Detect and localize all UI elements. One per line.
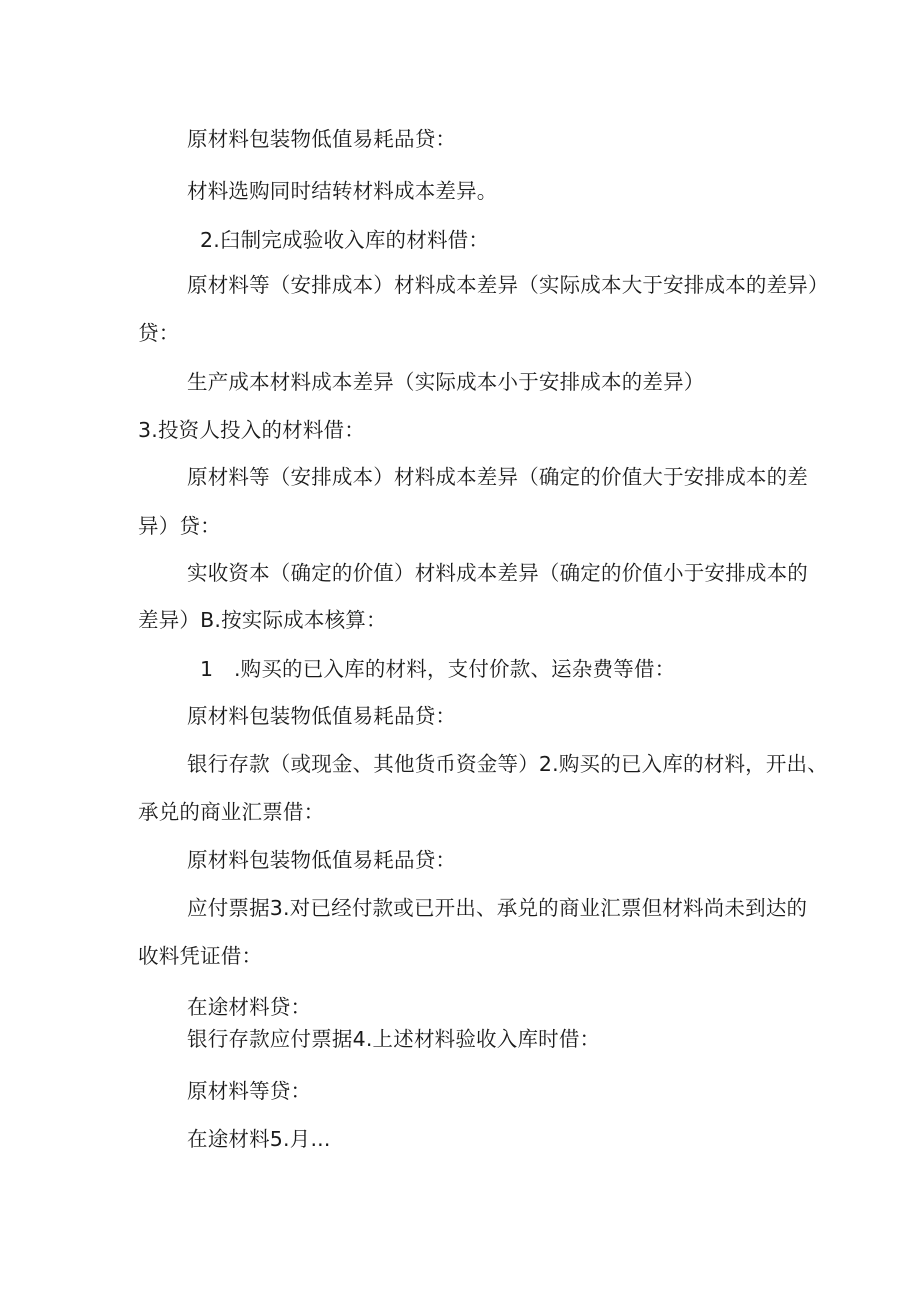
text-line: 银行存款应付票据4.上述材料验收入库时借：	[187, 1027, 601, 1051]
text-line: 承兑的商业汇票借：	[138, 800, 325, 824]
text-line: 在途材料5.月...	[187, 1127, 331, 1151]
text-line: 异）贷：	[138, 514, 221, 538]
text-line: 银行存款（或现金、其他货币资金等）2.购买的已入库的材料，开出、	[187, 752, 828, 776]
text-line: 原材料包装物低值易耗品贷：	[187, 127, 457, 151]
text-line: 原材料包装物低值易耗品贷：	[187, 704, 457, 728]
text-line: 生产成本材料成本差异（实际成本小于安排成本的差异）	[187, 370, 705, 394]
text-line: 差异）B.按实际成本核算：	[138, 608, 387, 632]
text-line: 贷：	[138, 321, 180, 345]
text-line: 3.投资人投入的材料借：	[138, 418, 365, 442]
text-line: 材料选购同时结转材料成本差异。	[187, 179, 498, 203]
text-line: 在途材料贷：	[187, 995, 312, 1019]
text-line: 实收资本（确定的价值）材料成本差异（确定的价值小于安排成本的	[187, 561, 808, 585]
text-line: 应付票据3.对已经付款或已开出、承兑的商业汇票但材料尚未到达的	[187, 896, 808, 920]
text-line: 2.臼制完成验收入库的材料借：	[200, 228, 490, 252]
text-line: 1 .购买的已入库的材料，支付价款、运杂费等借：	[200, 657, 676, 681]
text-line: 原材料等贷：	[187, 1079, 312, 1103]
text-line: 原材料包装物低值易耗品贷：	[187, 848, 457, 872]
text-line: 原材料等（安排成本）材料成本差异（确定的价值大于安排成本的差	[187, 465, 808, 489]
text-line: 原材料等（安排成本）材料成本差异（实际成本大于安排成本的差异）	[187, 273, 829, 297]
text-line: 收料凭证借：	[138, 944, 263, 968]
